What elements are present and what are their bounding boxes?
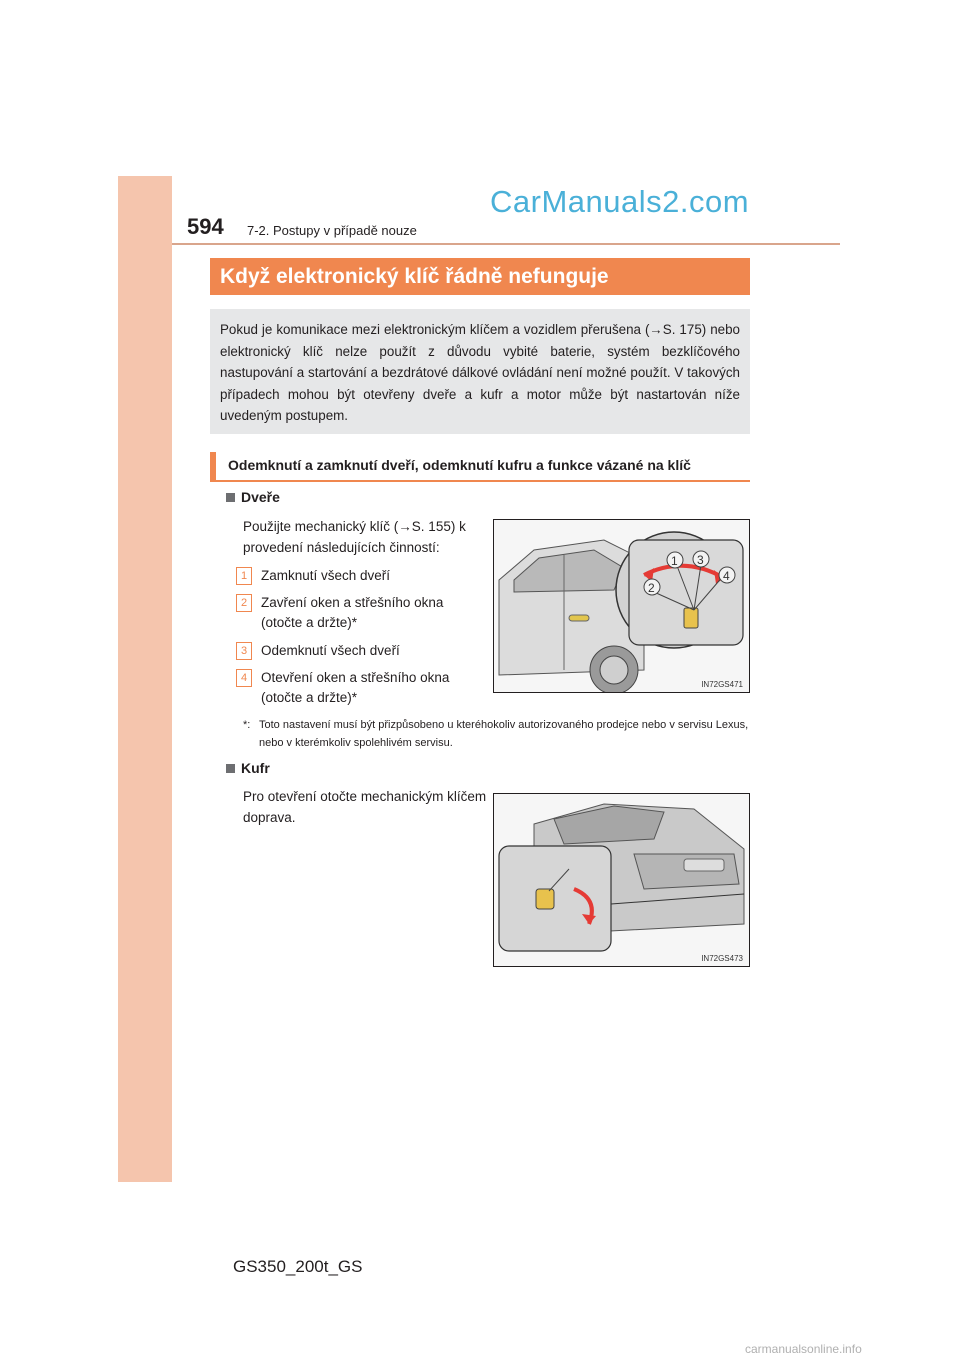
doors-description: Použijte mechanický klíč (→S. 155) k provedení následujících činností:	[243, 519, 466, 555]
watermark-logo: CarManuals2.com	[490, 184, 750, 219]
page-number: 594	[187, 214, 224, 239]
side-strip	[118, 176, 172, 1182]
car-door-illustration	[494, 520, 749, 692]
step-text: Otevření oken a střešního okna (otočte a držte)*	[261, 670, 450, 705]
trunk-key-figure	[493, 793, 750, 967]
sub-header: Odemknutí a zamknutí dveří, odemknutí kufru a funkce vázané na klíč	[210, 452, 750, 482]
square-bullet-icon	[226, 493, 235, 502]
footer-model: GS350_200t_GS	[233, 1257, 363, 1276]
footnote-mark: *:	[243, 719, 251, 731]
step-item	[236, 641, 476, 661]
step-text: Zamknutí všech dveří	[261, 568, 391, 583]
step-text: Zavření oken a střešního okna (otočte a držte)*	[261, 595, 444, 630]
figure-code: IN72GS473	[701, 954, 743, 963]
step-number: 2	[236, 594, 252, 612]
section-title: 7-2. Postupy v případě nouze	[247, 223, 417, 238]
step-number: 3	[236, 642, 252, 660]
intro-box	[210, 309, 750, 434]
footer-site[interactable]: carmanualsonline.info	[745, 1342, 862, 1356]
doors-heading: Dveře	[226, 489, 280, 505]
figure-code: IN72GS471	[701, 680, 743, 689]
trunk-heading: Kufr	[226, 760, 270, 776]
step-text: Odemknutí všech dveří	[261, 643, 400, 658]
intro-text: Pokud je komunikace mezi elektronickým klíčem a vozidlem přerušena (→S. 175) nebo elektronický klíč nelze použít z důvodu vybité baterie, systém bezklíčového nastupování a startování a bezdrátové dálkové ovládání není možné použít. V takových případech mohou být otevřeny dveře a kufr a motor může být nastartován níže uvedeným postupem.	[220, 322, 740, 424]
step-item	[236, 566, 476, 586]
header-divider	[172, 243, 840, 245]
footnote	[243, 716, 750, 752]
footnote-text: Toto nastavení musí být přizpůsobeno u kteréhokoliv autorizovaného prodejce nebo v servisu Lexus, nebo v kterémkoliv spolehlivém servisu.	[259, 719, 749, 749]
svg-text:4: 4	[723, 569, 730, 583]
step-item	[236, 593, 476, 633]
step-number: 4	[236, 669, 252, 687]
trunk-description: Pro otevření otočte mechanickým klíčem doprava.	[243, 789, 487, 825]
step-number: 1	[236, 567, 252, 585]
square-bullet-icon	[226, 764, 235, 773]
svg-text:2: 2	[648, 581, 655, 595]
page-title: Když elektronický klíč řádně nefunguje	[210, 258, 750, 295]
door-key-figure	[493, 519, 750, 693]
svg-text:1: 1	[671, 554, 678, 568]
step-item	[236, 668, 476, 708]
svg-text:3: 3	[697, 553, 704, 567]
trunk-illustration	[494, 794, 749, 966]
